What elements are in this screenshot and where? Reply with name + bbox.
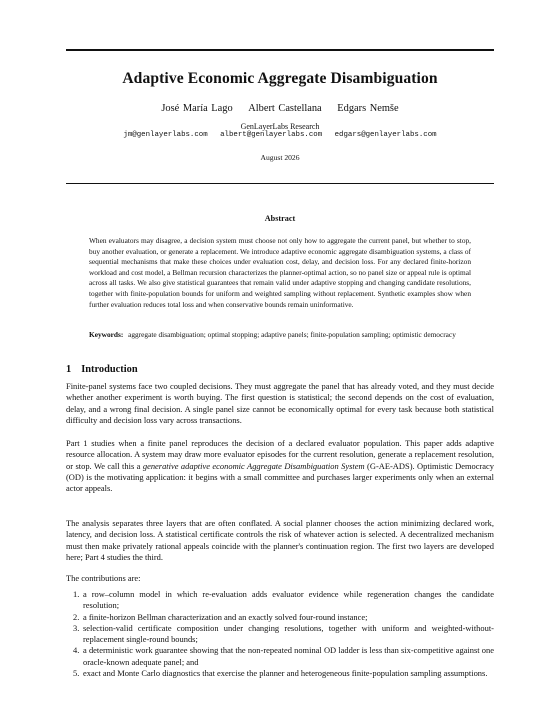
list-item-text: selection-valid certificate composition under changing resolutions, together with uniform and weighted-without-replacement single-round bounds;	[83, 622, 494, 645]
list-item	[66, 668, 494, 679]
contributions-intro: The contributions are:	[66, 573, 141, 583]
keywords-text: aggregate disambiguation; optimal stopping; adaptive panels; finite-population sampling; optimistic democracy	[128, 330, 456, 339]
intro-paragraph-2	[66, 438, 494, 494]
author-email: albert@genlayerlabs.com	[220, 131, 323, 139]
author-name: Albert Castellana	[248, 103, 322, 114]
abstract-text: When evaluators may disagree, a decision system must choose not only how to aggregate the current panel, but whether to stop, buy another evaluation, or generate a replacement. We introduce adaptive economic aggregate disambiguation systems, a class of sequential mechanisms that make these choices under evaluation cost, delay, and decision loss. For any declared finite-horizon workload and cost model, a Bellman recursion characterizes the planner-optimal action, so no panel size or appeal rule is optimal across all tasks. We also give statistical guarantees that remain valid under adaptive stopping and changing candidate resolutions, together with finite-population bounds for uniform and weighted sampling without replacement. Synthetic examples show when further evaluation reduces total loss and when conservative bounds remain uninformative.	[89, 236, 471, 309]
header-bottom-rule	[66, 183, 494, 184]
author-name: Edgars Nemše	[337, 103, 399, 114]
intro-paragraph-1: Finite-panel systems face two coupled decisions. They must aggregate the panel that has already voted, and they must decide whether another experiment is worth buying. The first question is statistical; the second depends on the cost of evaluation, delay, and a wrong final decision. A single panel size cannot be economically optimal for every task because both statistical difficulty and decision loss vary across transactions.	[66, 381, 494, 425]
author-email: jm@genlayerlabs.com	[123, 131, 208, 139]
author-email: edgars@genlayerlabs.com	[334, 131, 437, 139]
author-emails	[40, 131, 520, 139]
abstract-heading: Abstract	[264, 214, 296, 223]
paper-date: August 2026	[260, 153, 300, 162]
list-item-number: 5.	[73, 668, 80, 679]
keywords	[89, 330, 471, 341]
system-name-emphasis: generative adaptive economic Aggregate Disambiguation System	[142, 460, 365, 471]
list-item	[66, 645, 494, 668]
keywords-label: Keywords:	[89, 330, 124, 339]
section-title: Introduction	[81, 364, 138, 375]
paragraph-text: (G-AE-ADS). Optimistic Democracy (OD) is the motivating application: it begins with a small committee and purchases larger experiments only when an external actor appeals.	[66, 460, 495, 494]
intro-paragraph-3: The analysis separates three layers that are often conflated. A social planner chooses the action minimizing declared work, latency, and decision loss. A statistical certificate controls the risk of whatever action is selected. A decentralized mechanism must then make privately rational appeals coincide with the planner's continuation region. The first two layers are developed here; Part 4 studies the third.	[66, 518, 494, 562]
section-number: 1	[66, 364, 72, 375]
author-name: José María Lago	[161, 103, 233, 114]
section-heading	[66, 364, 138, 375]
list-item	[66, 623, 494, 646]
list-item-number: 1.	[73, 589, 80, 599]
contributions-list	[66, 589, 494, 679]
author-list	[40, 103, 520, 114]
list-item-text: exact and Monte Carlo diagnostics that exercise the planner and heterogeneous finite-population sampling assumptions.	[83, 668, 488, 679]
list-item-text: a finite-horizon Bellman characterization and an exactly solved four-round instance;	[83, 611, 368, 622]
list-item	[66, 589, 494, 612]
top-rule	[66, 49, 494, 51]
affiliation: GenLayerLabs Research	[240, 122, 320, 131]
list-item-number: 3.	[73, 622, 80, 633]
list-item-text: a row–column model in which re-evaluation adds evaluator evidence while regeneration changes the candidate resolution;	[83, 589, 494, 611]
list-item-number: 4.	[73, 645, 80, 656]
paragraph-text: Part 1 studies when a finite panel reproduces the decision of a declared evaluator population. This paper adds adaptive resource allocation. A system may draw more evaluator episodes for the current resolution, generate a replacement resolution, or stop. We call this a	[66, 438, 494, 471]
list-item-number: 2.	[73, 611, 80, 622]
list-item-text: a deterministic work guarantee showing that the non-repeated nominal OD ladder is less than six-competitive against one oracle-known adequate panel; and	[83, 645, 494, 667]
list-item	[66, 612, 494, 623]
paper-title: Adaptive Economic Aggregate Disambiguation	[122, 70, 438, 87]
